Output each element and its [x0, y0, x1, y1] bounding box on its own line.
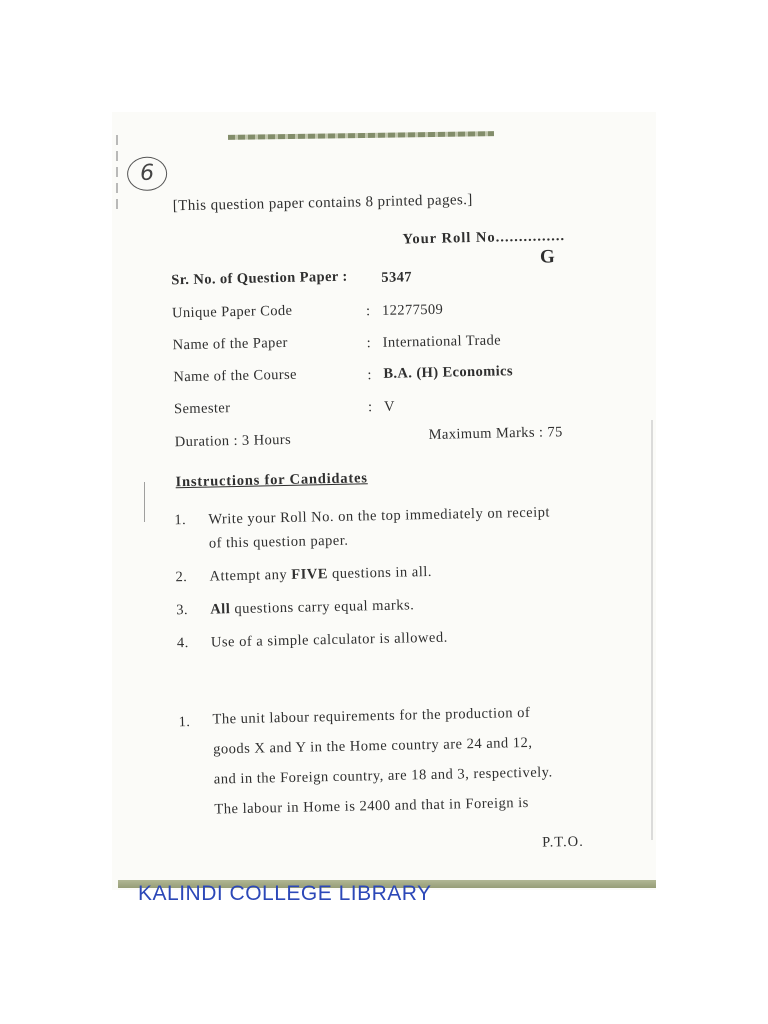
- instruction-number: 3.: [176, 602, 189, 619]
- course-name-colon: :: [367, 367, 372, 384]
- paper-code-colon: :: [365, 303, 371, 320]
- semester-label: Semester: [173, 400, 231, 418]
- instruction-number: 4.: [176, 635, 189, 652]
- instruction-1-line-2: of this question paper.: [208, 532, 349, 552]
- paper-code-value: 12277509: [381, 301, 444, 319]
- question-1-line-2: goods X and Y in the Home country are 24 and 12,: [213, 734, 533, 758]
- semester-value: V: [383, 398, 396, 415]
- paper-name-value: International Trade: [382, 332, 502, 351]
- semester-colon: :: [367, 399, 373, 416]
- question-number: 1.: [178, 714, 191, 731]
- paper-name-colon: :: [366, 335, 372, 352]
- instruction-number: 2.: [175, 569, 188, 586]
- instruction-3-emphasis: All: [210, 601, 231, 618]
- header-note: [This question paper contains 8 printed pages.]: [172, 191, 473, 215]
- maximum-marks: Maximum Marks : 75: [428, 424, 563, 443]
- duration: Duration : 3 Hours: [174, 431, 292, 451]
- set-letter: G: [539, 246, 556, 268]
- instruction-3: [210, 597, 414, 618]
- serial-number-value: 5347: [381, 269, 413, 286]
- paper-code-label: Unique Paper Code: [171, 302, 293, 322]
- question-1-line-3: and in the Foreign country, are 18 and 3, respectively.: [213, 764, 553, 788]
- course-name-value: B.A. (H) Economics: [383, 363, 514, 382]
- paper-name-label: Name of the Paper: [172, 334, 288, 354]
- instruction-2-post: questions in all.: [327, 563, 433, 583]
- page-mark-circle: 6: [127, 156, 168, 191]
- serial-number-label: Sr. No. of Question Paper :: [171, 268, 348, 289]
- instruction-1-line-1: Write your Roll No. on the top immediately on receipt: [208, 504, 551, 528]
- question-1-line-4: The labour in Home is 2400 and that in Foreign is: [214, 794, 530, 818]
- question-1-line-1: The unit labour requirements for the production of: [212, 704, 531, 728]
- instruction-4: Use of a simple calculator is allowed.: [210, 629, 448, 651]
- instruction-2: [209, 564, 432, 586]
- instruction-number: 1.: [174, 512, 187, 529]
- margin-bracket-mark: [144, 482, 149, 522]
- course-name-label: Name of the Course: [173, 366, 298, 386]
- instruction-2-pre: Attempt any: [209, 566, 292, 585]
- instruction-2-emphasis: FIVE: [291, 566, 329, 583]
- instruction-3-post: questions carry equal marks.: [230, 597, 415, 618]
- library-watermark: KALINDI COLLEGE LIBRARY: [138, 882, 432, 905]
- please-turn-over: P.T.O.: [542, 833, 584, 851]
- roll-number-field: Your Roll No...............: [402, 228, 566, 248]
- instructions-heading: Instructions for Candidates: [175, 470, 368, 491]
